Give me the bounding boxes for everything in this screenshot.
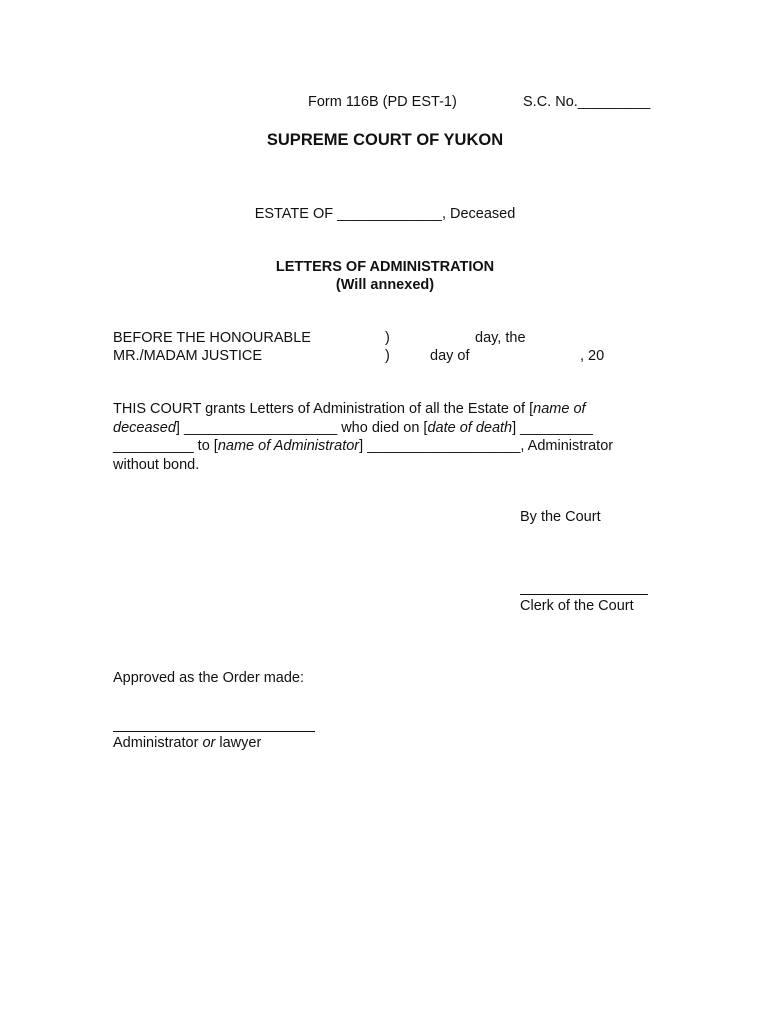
paren-2: ) — [385, 348, 390, 364]
grant-line-2 — [113, 419, 658, 438]
paren-1: ) — [385, 330, 390, 346]
letters-title: LETTERS OF ADMINISTRATION — [275, 259, 495, 275]
grant-line-1 — [113, 400, 658, 419]
role-lawyer: lawyer — [219, 735, 262, 751]
before-line-1: BEFORE THE HONOURABLE — [113, 330, 311, 346]
day-the: day, the — [475, 330, 526, 346]
clerk-signature-line — [520, 594, 648, 595]
grant-placeholder-deceased: deceased — [113, 419, 176, 436]
form-number: Form 116B (PD EST-1) — [308, 94, 457, 110]
court-title: SUPREME COURT OF YUKON — [266, 131, 504, 149]
grant-text: ] _________ — [512, 419, 593, 436]
estate-line: ESTATE OF _____________, Deceased — [254, 206, 516, 222]
grant-line-4: without bond. — [113, 456, 200, 473]
grant-line-3 — [113, 437, 658, 456]
by-the-court: By the Court — [520, 509, 601, 525]
grant-text: ] ___________________, Administrator — [359, 438, 614, 454]
grant-placeholder-administrator: name of Administrator — [217, 438, 360, 454]
grant-text: THIS COURT grants Letters of Administration of all the Estate of [ — [113, 401, 534, 417]
approval-signature-line — [113, 731, 315, 732]
grant-placeholder-name: name of — [533, 401, 586, 417]
before-line-2: MR./MADAM JUSTICE — [113, 348, 263, 364]
role-or: or — [202, 735, 216, 751]
sc-number: S.C. No._________ — [523, 94, 651, 110]
signature-role — [113, 734, 261, 752]
letters-subtitle: (Will annexed) — [335, 277, 435, 293]
grant-placeholder-date: date of death — [427, 419, 513, 436]
grant-text: __________ to [ — [113, 438, 218, 454]
role-administrator: Administrator — [113, 735, 199, 751]
approved-text: Approved as the Order made: — [113, 670, 305, 686]
grant-paragraph — [113, 400, 658, 474]
day-of: day of — [430, 348, 470, 364]
clerk-of-court: Clerk of the Court — [520, 598, 634, 614]
year-field: , 20 — [580, 348, 605, 364]
grant-text: ] ___________________ who died on [ — [175, 419, 428, 436]
